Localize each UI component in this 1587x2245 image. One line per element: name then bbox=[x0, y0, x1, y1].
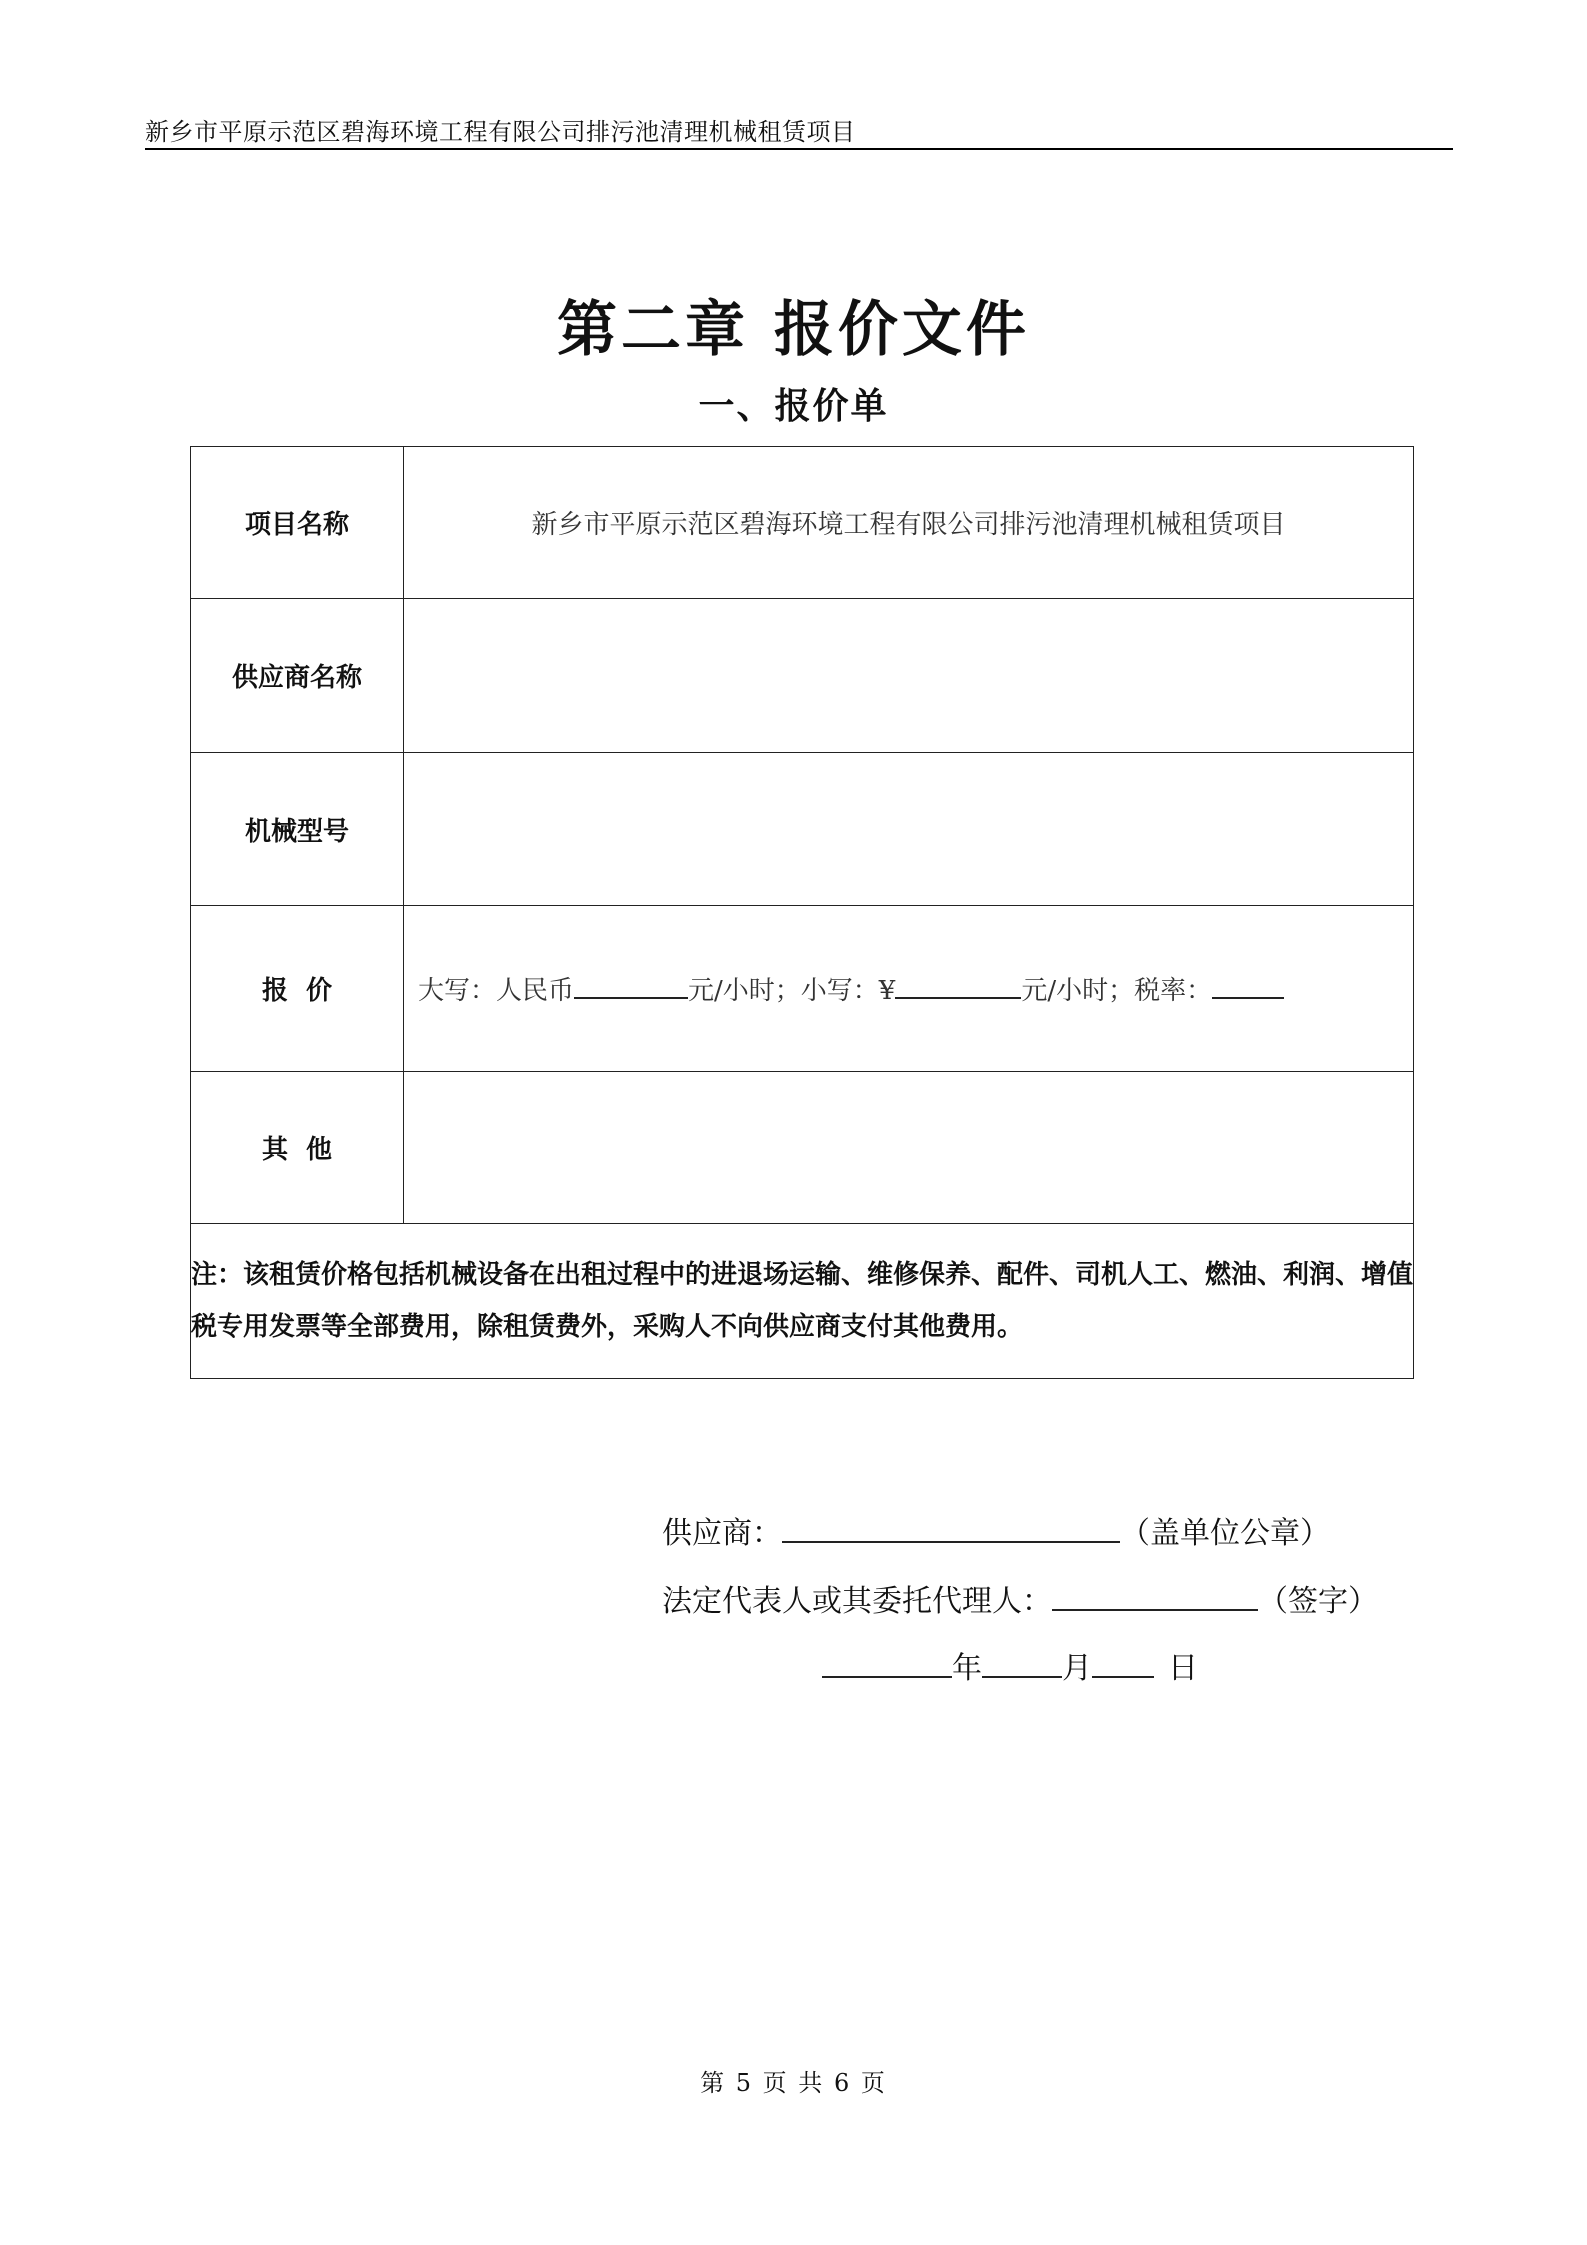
other-label: 其 他 bbox=[191, 1072, 404, 1224]
project-name-value: 新乡市平原示范区碧海环境工程有限公司排污池清理机械租赁项目 bbox=[404, 447, 1414, 599]
supplier-name-field[interactable] bbox=[404, 599, 1414, 753]
rep-sign-suffix: （签字） bbox=[1258, 1584, 1378, 1619]
signature-representative bbox=[662, 1576, 1378, 1620]
price-lower-unit: 元/小时；税率： bbox=[1021, 976, 1213, 1006]
signature-supplier bbox=[662, 1508, 1330, 1552]
row-note bbox=[191, 1224, 1414, 1379]
row-other bbox=[191, 1072, 1414, 1224]
machine-model-field[interactable] bbox=[404, 753, 1414, 906]
quotation-table bbox=[190, 446, 1414, 1379]
supplier-sign-suffix: （盖单位公章） bbox=[1120, 1516, 1330, 1551]
signature-date bbox=[822, 1643, 1198, 1687]
price-label: 报 价 bbox=[191, 906, 404, 1072]
price-line bbox=[404, 906, 1414, 1072]
other-field[interactable] bbox=[404, 1072, 1414, 1224]
row-price bbox=[191, 906, 1414, 1072]
price-upper-blank[interactable] bbox=[574, 973, 688, 999]
price-upper-prefix: 大写：人民币 bbox=[418, 976, 575, 1006]
row-supplier-name bbox=[191, 599, 1414, 753]
chapter-title: 第二章 报价文件 bbox=[557, 295, 1030, 365]
project-name-label: 项目名称 bbox=[191, 447, 404, 599]
page-header bbox=[145, 108, 1453, 150]
note-text: 注：该租赁价格包括机械设备在出租过程中的进退场运输、维修保养、配件、司机人工、燃油、利润、增值税专用发票等全部费用，除租赁费外，采购人不向供应商支付其他费用。 bbox=[191, 1224, 1414, 1379]
rep-sign-blank[interactable] bbox=[1052, 1581, 1258, 1611]
rep-sign-label: 法定代表人或其委托代理人： bbox=[662, 1584, 1052, 1619]
supplier-sign-blank[interactable] bbox=[782, 1513, 1120, 1543]
year-blank[interactable] bbox=[822, 1648, 952, 1678]
day-blank[interactable] bbox=[1092, 1648, 1154, 1678]
month-blank[interactable] bbox=[982, 1648, 1062, 1678]
price-lower-blank[interactable] bbox=[895, 973, 1021, 999]
tax-rate-blank[interactable] bbox=[1212, 973, 1284, 999]
price-upper-unit: 元/小时；小写：¥ bbox=[688, 976, 896, 1006]
row-project-name bbox=[191, 447, 1414, 599]
header-text: 新乡市平原示范区碧海环境工程有限公司排污池清理机械租赁项目 bbox=[145, 118, 856, 146]
supplier-name-label: 供应商名称 bbox=[191, 599, 404, 753]
row-machine-model bbox=[191, 753, 1414, 906]
day-label: 日 bbox=[1168, 1651, 1198, 1686]
section-title: 一、报价单 bbox=[698, 386, 889, 427]
supplier-sign-label: 供应商： bbox=[662, 1516, 782, 1551]
month-label: 月 bbox=[1062, 1651, 1092, 1686]
machine-model-label: 机械型号 bbox=[191, 753, 404, 906]
page-footer: 第 5 页 共 6 页 bbox=[700, 2069, 887, 2097]
year-label: 年 bbox=[952, 1651, 982, 1686]
